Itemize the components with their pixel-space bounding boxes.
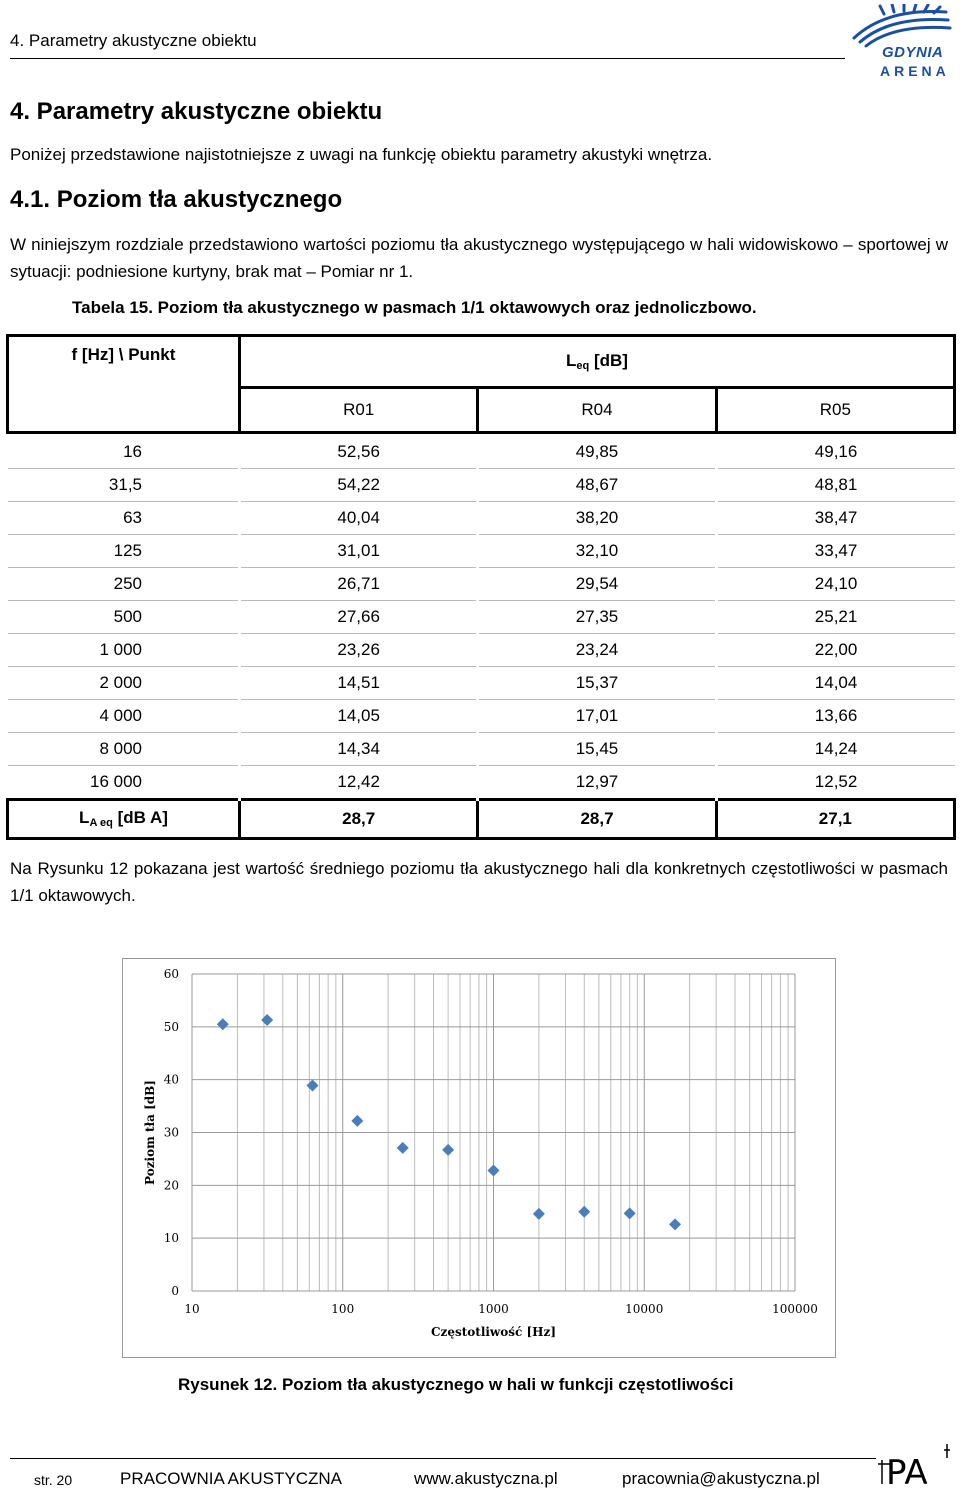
- frequency-cell: 2 000: [8, 666, 240, 699]
- table-row: [8, 633, 955, 666]
- table-row: [8, 600, 955, 633]
- value-cell: 25,21: [716, 600, 954, 633]
- summary-value: 28,7: [240, 799, 478, 838]
- frequency-cell: 500: [8, 600, 240, 633]
- value-cell: 40,04: [240, 501, 478, 534]
- section-heading: 4. Parametry akustyczne obiektu: [10, 98, 383, 125]
- value-cell: 12,97: [478, 765, 716, 799]
- subsection-heading: 4.1. Poziom tła akustycznego: [10, 186, 343, 213]
- table-row: [8, 699, 955, 732]
- table-row: [8, 765, 955, 799]
- value-cell: 13,66: [716, 699, 954, 732]
- frequency-cell: 63: [8, 501, 240, 534]
- y-axis-label: Poziom tła [dB]: [143, 1080, 157, 1185]
- header-divider: [10, 58, 845, 59]
- value-cell: 15,37: [478, 666, 716, 699]
- footer-website[interactable]: www.akustyczna.pl: [414, 1469, 558, 1488]
- frequency-cell: 125: [8, 534, 240, 567]
- table-caption: Tabela 15. Poziom tła akustycznego w pasmach 1/1 oktawowych oraz jednoliczbowo.: [72, 298, 757, 317]
- value-cell: 12,52: [716, 765, 954, 799]
- x-axis-label: Częstotliwość [Hz]: [430, 1325, 557, 1339]
- value-cell: 26,71: [240, 567, 478, 600]
- y-tick-label: 0: [171, 1284, 179, 1298]
- section-intro: Poniżej przedstawione najistotniejsze z uwagi na funkcję obiektu parametry akustyki wnętrza.: [10, 145, 713, 164]
- footer-divider: [10, 1458, 876, 1459]
- figure-caption: Rysunek 12. Poziom tła akustycznego w hali w funkcji częstotliwości: [178, 1375, 734, 1394]
- corner-header: f [Hz] \ Punkt: [8, 336, 240, 388]
- table-row: [8, 468, 955, 501]
- value-cell: 14,04: [716, 666, 954, 699]
- value-cell: 27,66: [240, 600, 478, 633]
- column-header: R04: [478, 387, 716, 432]
- y-tick-label: 30: [163, 1125, 179, 1140]
- y-tick-label: 40: [163, 1072, 179, 1087]
- x-tick-label: 10: [184, 1302, 200, 1316]
- figure-intro-paragraph: Na Rysunku 12 pokazana jest wartość średniego poziomu tła akustycznego hali dla konkretnych częstotliwości w pasmach 1/1 oktawowych.: [10, 859, 948, 905]
- summary-value: 27,1: [716, 799, 954, 838]
- frequency-cell: 31,5: [8, 468, 240, 501]
- table-row: [8, 666, 955, 699]
- x-tick-label: 1000: [478, 1302, 509, 1316]
- value-cell: 27,35: [478, 600, 716, 633]
- x-tick-label: 100000: [772, 1302, 818, 1316]
- frequency-cell: 8 000: [8, 732, 240, 765]
- value-cell: 17,01: [478, 699, 716, 732]
- svg-text:PA: PA: [886, 1453, 928, 1488]
- column-header: R05: [716, 387, 954, 432]
- value-cell: 52,56: [240, 436, 478, 469]
- noise-level-table: [6, 334, 956, 840]
- value-cell: 54,22: [240, 468, 478, 501]
- y-tick-label: 50: [163, 1019, 179, 1034]
- value-cell: 23,26: [240, 633, 478, 666]
- value-cell: 24,10: [716, 567, 954, 600]
- table-row: [8, 534, 955, 567]
- summary-row: [8, 799, 955, 838]
- footer-email[interactable]: pracownia@akustyczna.pl: [622, 1469, 820, 1488]
- value-cell: 22,00: [716, 633, 954, 666]
- frequency-cell: 250: [8, 567, 240, 600]
- value-cell: 33,47: [716, 534, 954, 567]
- y-tick-label: 10: [163, 1231, 179, 1246]
- value-cell: 14,34: [240, 732, 478, 765]
- logo-text-top: GDYNIA: [882, 44, 944, 61]
- frequency-cell: 16: [8, 436, 240, 469]
- leq-group-header: $L_{eq}$ [dB]: [240, 336, 955, 388]
- value-cell: 15,45: [478, 732, 716, 765]
- y-tick-label: 60: [163, 967, 179, 981]
- frequency-cell: 1 000: [8, 633, 240, 666]
- table-row: [8, 436, 955, 469]
- value-cell: 14,05: [240, 699, 478, 732]
- frequency-cell: 16 000: [8, 765, 240, 799]
- value-cell: 49,85: [478, 436, 716, 469]
- value-cell: 48,67: [478, 468, 716, 501]
- value-cell: 14,51: [240, 666, 478, 699]
- value-cell: 49,16: [716, 436, 954, 469]
- x-tick-label: 100: [331, 1302, 355, 1316]
- table-row: [8, 567, 955, 600]
- summary-label: $L_{A eq}$ [dB A]: [8, 799, 240, 838]
- subsection-paragraph: W niniejszym rozdziale przedstawiono wartości poziomu tła akustycznego występującego w hali widowiskowo – sportowej w sytuacji: podniesione kurtyny, brak mat – Pomiar nr 1.: [10, 235, 948, 281]
- logo-text-bottom: ARENA: [880, 63, 950, 79]
- pa-logo-icon: [874, 1440, 954, 1488]
- value-cell: 38,20: [478, 501, 716, 534]
- column-header: R01: [240, 387, 478, 432]
- value-cell: 31,01: [240, 534, 478, 567]
- value-cell: 38,47: [716, 501, 954, 534]
- table-row: [8, 732, 955, 765]
- summary-value: 28,7: [478, 799, 716, 838]
- value-cell: 14,24: [716, 732, 954, 765]
- value-cell: 23,24: [478, 633, 716, 666]
- frequency-cell: 4 000: [8, 699, 240, 732]
- noise-level-chart: [122, 958, 836, 1358]
- table-row: [8, 501, 955, 534]
- page-number: str. 20: [34, 1472, 73, 1488]
- value-cell: 29,54: [478, 567, 716, 600]
- x-tick-label: 10000: [625, 1302, 664, 1316]
- value-cell: 32,10: [478, 534, 716, 567]
- running-header: 4. Parametry akustyczne obiektu: [10, 31, 257, 50]
- corner-header-bottom: [8, 387, 240, 432]
- value-cell: 48,81: [716, 468, 954, 501]
- y-tick-label: 20: [163, 1178, 179, 1193]
- value-cell: 12,42: [240, 765, 478, 799]
- footer-company: PRACOWNIA AKUSTYCZNA: [120, 1469, 342, 1488]
